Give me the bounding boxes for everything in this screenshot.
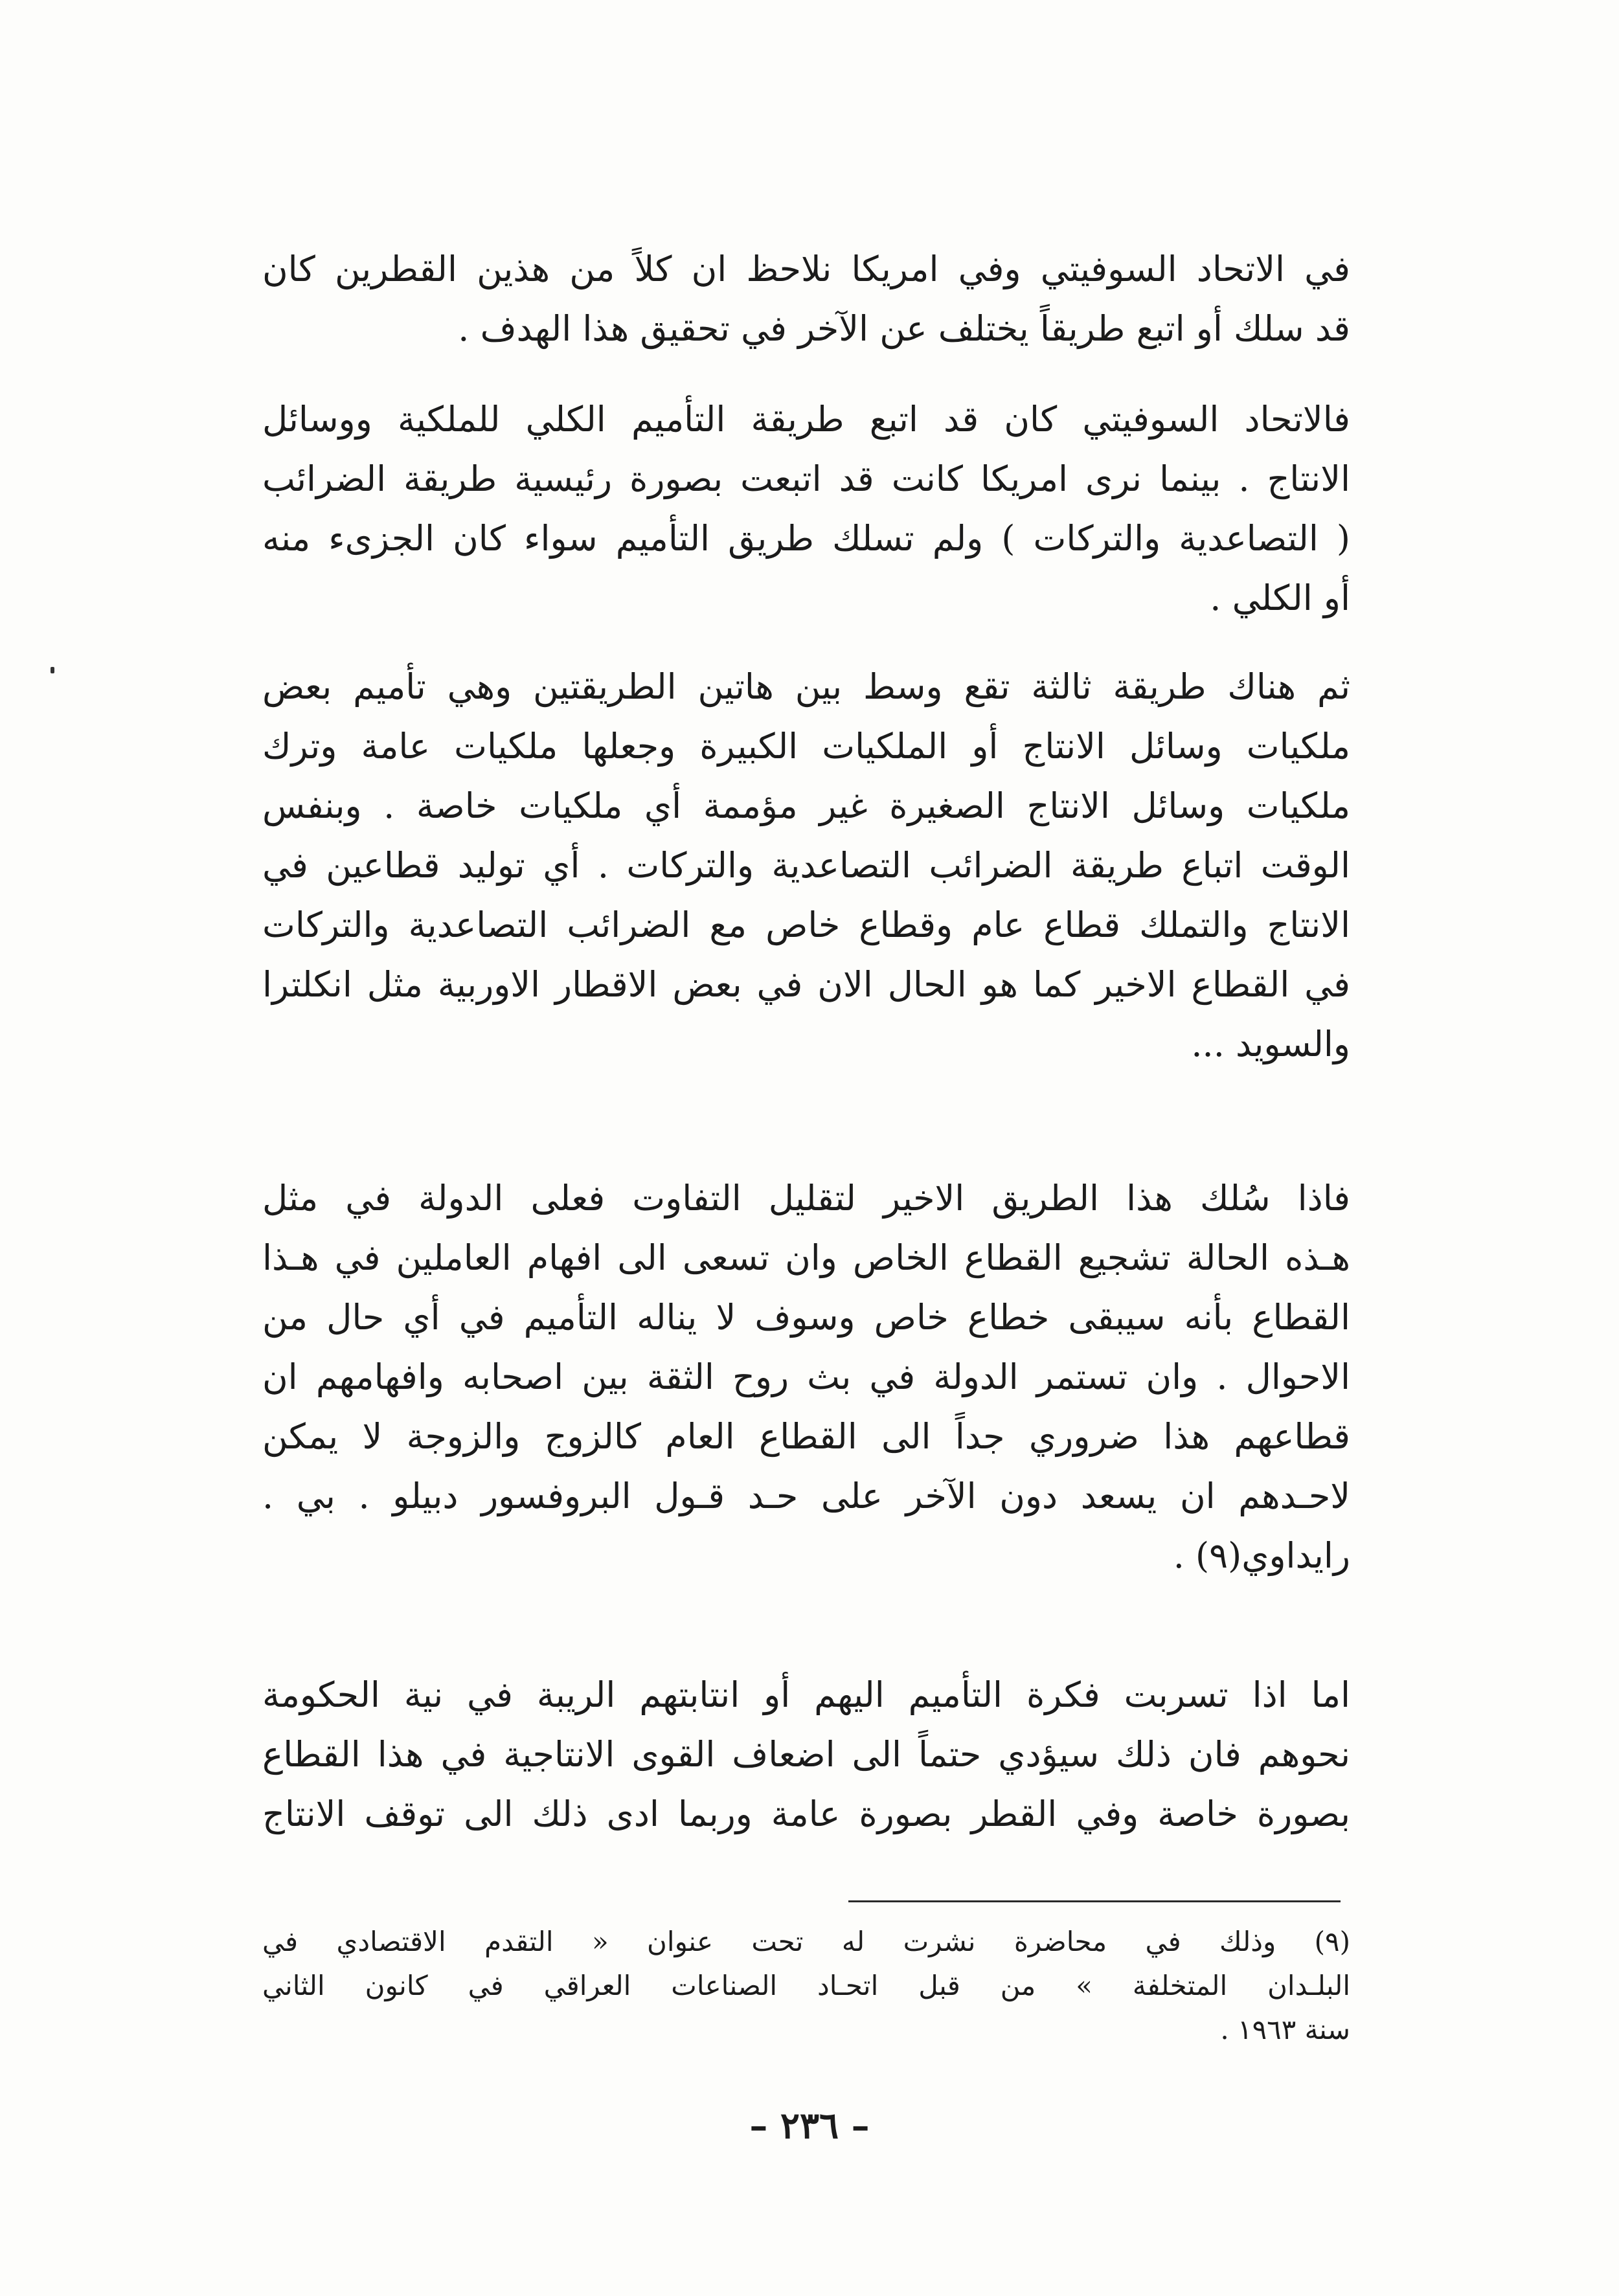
text-line: أو الكلي . [1210,578,1350,618]
text-line: الوقت اتباع طريقة الضرائب التصاعدية والتركات . أي توليد قطاعين في [262,845,1350,886]
text-line: لاحـدهم ان يسعد دون الآخر على حـد قـول البروفسور دبيلو . بي . [262,1476,1350,1516]
text-line: اما اذا تسربت فكرة التأميم اليهم أو انتابتهم الريبة في نية الحكومة [262,1674,1350,1715]
text-line: ملكيات وسائل الانتاج أو الملكيات الكبيرة وجعلها ملكيات عامة وترك [262,726,1350,767]
footnote-line: سنة ١٩٦٣ . [1220,2014,1350,2045]
text-line: الانتاج والتملك قطاع عام وقطاع خاص مع الضرائب التصاعدية والتركات [262,905,1350,945]
text-line: في القطاع الاخير كما هو الحال الان في بعض الاقطار الاوربية مثل انكلترا [262,964,1350,1005]
text-line: رايداوي(٩) . [1173,1535,1350,1576]
footnote-line: (٩) وذلك في محاضرة نشرت له تحت عنوان « التقدم الاقتصادي في [262,1926,1350,1957]
paragraph-5 [262,1665,1350,1844]
paragraph-3 [262,657,1350,1074]
paragraph-2 [262,390,1350,628]
margin-speck [51,667,54,673]
text-line: نحوهم فان ذلك سيؤدي حتماً الى اضعاف القوى الانتاجية في هذا القطاع [262,1734,1350,1775]
text-line: فاذا سُلك هذا الطريق الاخير لتقليل التفاوت فعلى الدولة في مثل [262,1178,1350,1219]
footnote-divider [848,1900,1341,1902]
text-line: ( التصاعدية والتركات ) ولم تسلك طريق التأميم سواء كان الجزىء منه [262,518,1350,559]
page-number: – ٢٣٦ – [749,2104,870,2147]
text-line: قد سلك أو اتبع طريقاً يختلف عن الآخر في تحقيق هذا الهدف . [458,308,1350,349]
paragraph-4 [262,1169,1350,1586]
text-line: بصورة خاصة وفي القطر بصورة عامة وربما ادى ذلك الى توقف الانتاج [262,1794,1350,1834]
text-line: الانتاج . بينما نرى امريكا كانت قد اتبعت بصورة رئيسية طريقة الضرائب [262,458,1350,499]
text-line: القطاع بأنه سيبقى خطاع خاص وسوف لا يناله التأميم في أي حال من [262,1297,1350,1338]
text-line: هـذه الحالة تشجيع القطاع الخاص وان تسعى الى افهام العاملين في هـذا [262,1237,1350,1278]
text-line: فالاتحاد السوفيتي كان قد اتبع طريقة التأميم الكلي للملكية ووسائل [262,399,1350,440]
text-line: والسويد ... [1191,1024,1350,1064]
text-line: ملكيات وسائل الانتاج الصغيرة غير مؤممة أي ملكيات خاصة . وبنفس [262,785,1350,826]
paragraph-1 [262,240,1350,359]
text-line: في الاتحاد السوفيتي وفي امريكا نلاحظ ان كلاً من هذين القطرين كان [262,249,1350,289]
text-line: ثم هناك طريقة ثالثة تقع وسط بين هاتين الطريقتين وهي تأميم بعض [262,666,1350,707]
text-line: قطاعهم هذا ضروري جداً الى القطاع العام كالزوج والزوجة لا يمكن [262,1416,1350,1457]
footnote [262,1920,1350,2052]
footnote-line: البلـدان المتخلفة » من قبل اتحـاد الصناعات العراقي في كانون الثاني [262,1970,1350,2001]
text-line: الاحوال . وان تستمر الدولة في بث روح الثقة بين اصحابه وافهامهم ان [262,1356,1350,1397]
